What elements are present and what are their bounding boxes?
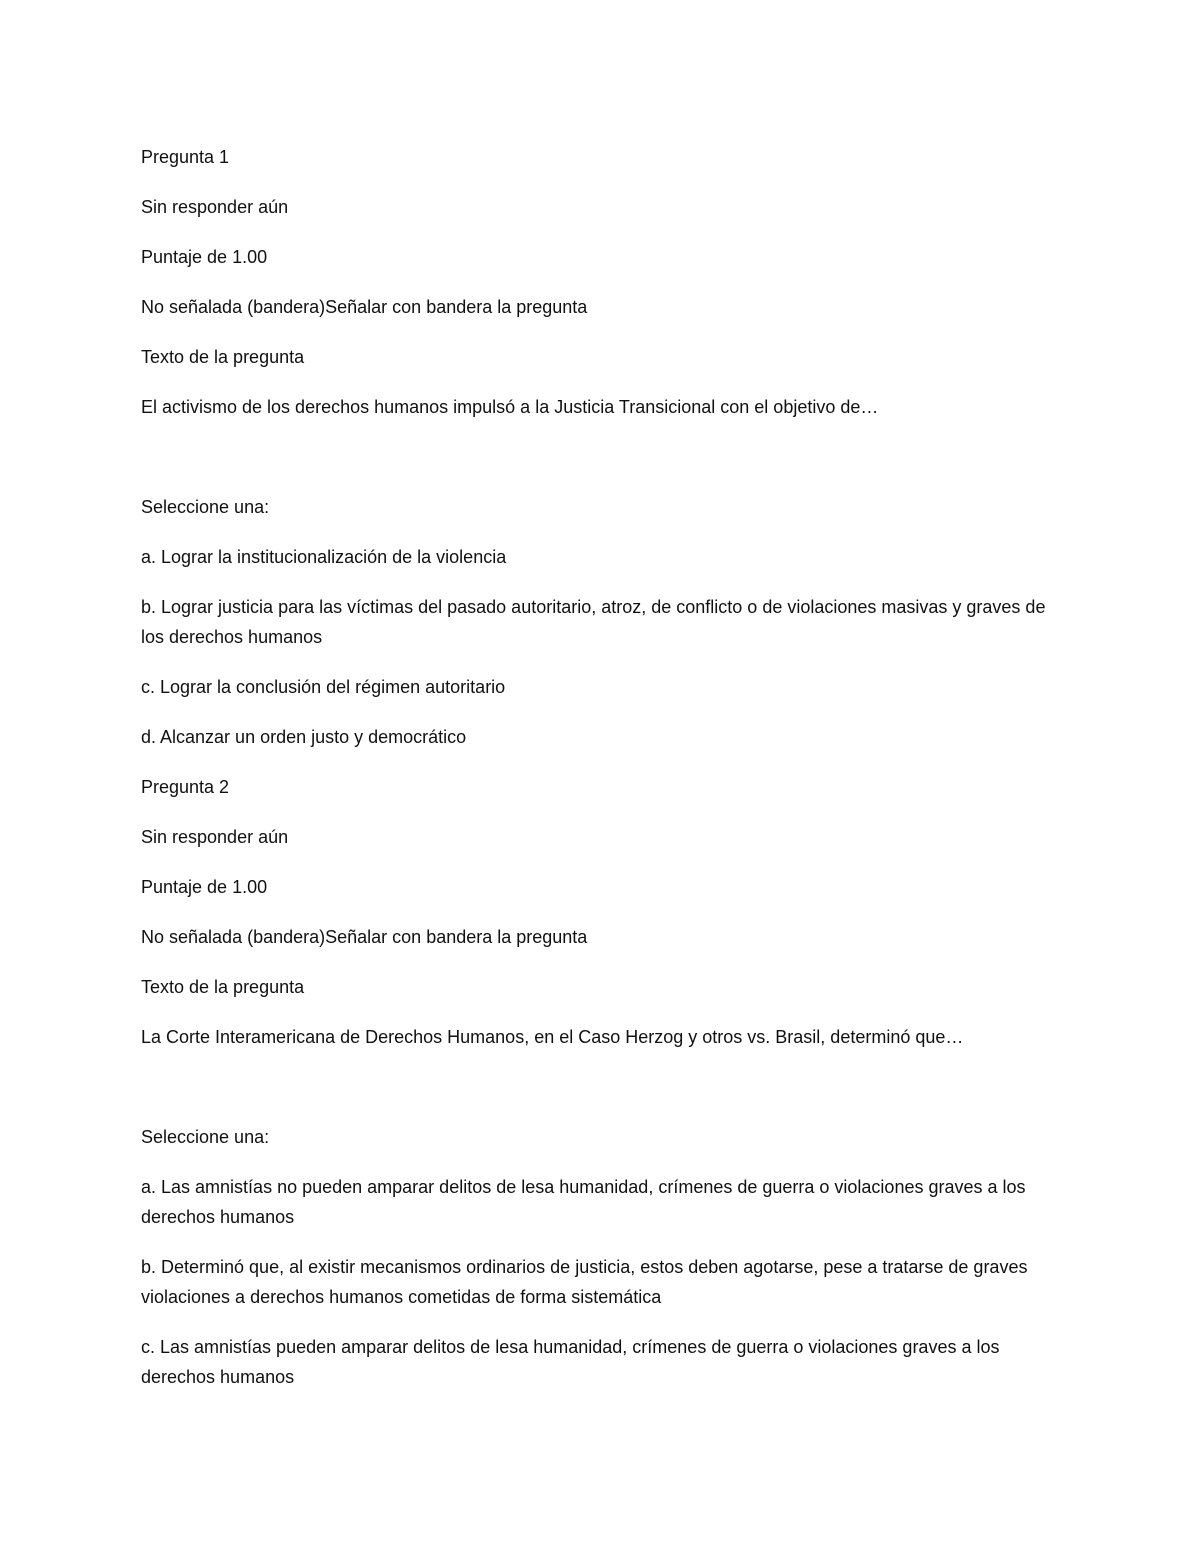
question-text: El activismo de los derechos humanos impulsó a la Justicia Transicional con el objetivo de…: [141, 397, 879, 417]
question-2: [141, 772, 1061, 1392]
answer-option-d[interactable]: d. Alcanzar un orden justo y democrático: [141, 727, 467, 747]
spacer: [141, 1072, 1061, 1122]
select-prompt: Seleccione una:: [141, 1127, 270, 1147]
answer-option-b[interactable]: b. Lograr justicia para las víctimas del pasado autoritario, atroz, de conflicto o de violaciones masivas y graves de los derechos humanos: [141, 597, 1046, 647]
question-title: Pregunta 2: [141, 777, 230, 797]
answer-option-b[interactable]: b. Determinó que, al existir mecanismos ordinarios de justicia, estos deben agotarse, pese a tratarse de graves violaciones a derechos humanos cometidas de forma sistemática: [141, 1257, 1028, 1307]
answer-option-c[interactable]: c. Lograr la conclusión del régimen autoritario: [141, 677, 506, 697]
question-text: La Corte Interamericana de Derechos Humanos, en el Caso Herzog y otros vs. Brasil, determinó que…: [141, 1027, 964, 1047]
question-text-label: Texto de la pregunta: [141, 977, 305, 997]
question-status: Sin responder aún: [141, 197, 289, 217]
question-score: Puntaje de 1.00: [141, 877, 268, 897]
answer-option-a[interactable]: a. Lograr la institucionalización de la violencia: [141, 547, 507, 567]
question-status: Sin responder aún: [141, 827, 289, 847]
flag-question-link[interactable]: No señalada (bandera)Señalar con bandera la pregunta: [141, 927, 588, 947]
spacer: [141, 442, 1061, 492]
answer-option-a[interactable]: a. Las amnistías no pueden amparar delitos de lesa humanidad, crímenes de guerra o violaciones graves a los derechos humanos: [141, 1177, 1026, 1227]
question-text-label: Texto de la pregunta: [141, 347, 305, 367]
question-1: [141, 142, 1061, 752]
select-prompt: Seleccione una:: [141, 497, 270, 517]
answer-option-c[interactable]: c. Las amnistías pueden amparar delitos de lesa humanidad, crímenes de guerra o violaciones graves a los derechos humanos: [141, 1337, 1000, 1387]
document-page: [141, 142, 1061, 1412]
question-title: Pregunta 1: [141, 147, 230, 167]
question-score: Puntaje de 1.00: [141, 247, 268, 267]
flag-question-link[interactable]: No señalada (bandera)Señalar con bandera la pregunta: [141, 297, 588, 317]
